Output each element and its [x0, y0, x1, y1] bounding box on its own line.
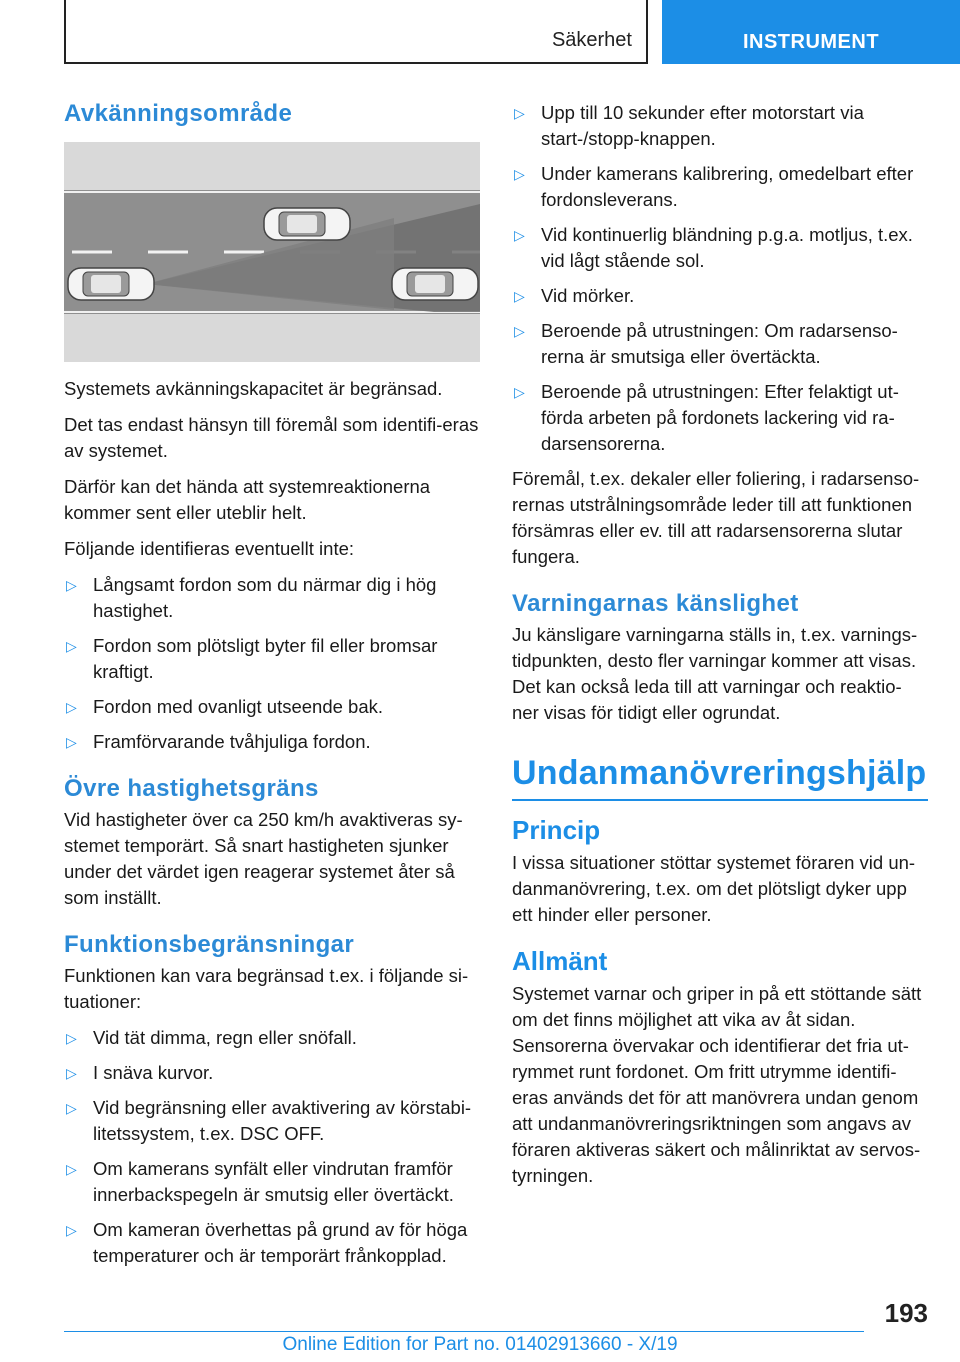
list-item: ▷ Fordon som plötsligt byter fil eller bromsar kraftigt.	[66, 635, 438, 682]
triangle-right-icon: ▷	[66, 1065, 77, 1081]
paragraph: Därför kan det hända att systemreaktionerna kommer sent eller uteblir helt.	[64, 476, 431, 523]
list-item: ▷ Vid mörker.	[512, 283, 928, 309]
paragraph: Funktionen kan vara begränsad t.ex. i följande si-tuationer:	[64, 965, 469, 1012]
triangle-right-icon: ▷	[66, 1222, 77, 1238]
triangle-right-icon: ▷	[514, 323, 525, 339]
list-item: ▷ Beroende på utrustningen: Efter felaktigt ut-förda arbeten på fordonets lackering vid ra-darsensorerna.	[514, 381, 899, 454]
chapter-tab	[662, 0, 960, 64]
list-item: ▷ Framförvarande tvåhjuliga fordon.	[64, 729, 480, 755]
heading-detection-area: Avkänningsområde	[64, 100, 293, 127]
list-item: ▷ Långsamt fordon som du närmar dig i hög hastighet.	[66, 574, 437, 621]
left-column	[64, 100, 480, 1278]
triangle-right-icon: ▷	[514, 105, 525, 121]
list-item: ▷ Vid tät dimma, regn eller snöfall.	[64, 1025, 480, 1051]
list-item: ▷ Upp till 10 sekunder efter motorstart via start-/stopp-knappen.	[514, 102, 864, 149]
list-item: ▷ Under kamerans kalibrering, omedelbart efter fordonsleverans.	[514, 163, 914, 210]
car-icon	[392, 268, 478, 300]
chapter-title: Undanmanövreringshjälp	[512, 754, 928, 801]
triangle-right-icon: ▷	[66, 734, 77, 750]
edition-link[interactable]: Online Edition for Part no. 01402913660 - X/19	[282, 1334, 678, 1355]
car-icon	[264, 208, 350, 240]
triangle-right-icon: ▷	[66, 699, 77, 715]
heading-upper-speed-limit: Övre hastighetsgräns	[64, 775, 319, 802]
right-column	[512, 100, 928, 1199]
detection-area-illustration	[64, 142, 480, 362]
paragraph: Det tas endast hänsyn till föremål som identifi-eras av systemet.	[64, 414, 479, 461]
page-header	[0, 0, 960, 66]
triangle-right-icon: ▷	[514, 166, 525, 182]
list-item: ▷ Beroende på utrustningen: Om radarsenso-rerna är smutsiga eller övertäckta.	[514, 320, 898, 367]
paragraph: Systemets avkänningskapacitet är begränsad.	[64, 378, 443, 399]
car-icon	[68, 268, 154, 300]
triangle-right-icon: ▷	[66, 638, 77, 654]
triangle-right-icon: ▷	[66, 577, 77, 593]
bullet-list	[512, 100, 928, 457]
section-label: Säkerhet	[551, 29, 632, 51]
paragraph: Föremål, t.ex. dekaler eller foliering, i radarsenso-rernas utstrålningsområde leder till att funktionen försämras eller ev. till att radarsensorerna slutar fungera.	[512, 468, 920, 567]
page-number: 193	[884, 1298, 928, 1328]
bullet-list	[64, 572, 480, 755]
heading-principle: Princip	[512, 815, 601, 845]
triangle-right-icon: ▷	[66, 1100, 77, 1116]
chapter-label: INSTRUMENT	[742, 31, 880, 53]
list-item: ▷ Om kamerans synfält eller vindrutan framför innerbackspegeln är smutsig eller övertäckt.	[66, 1158, 454, 1205]
heading-warning-sensitivity: Varningarnas känslighet	[512, 590, 799, 617]
paragraph: Vid hastigheter över ca 250 km/h avaktiveras sy-stemet temporärt. Så snart hastigheten sjunker under det värdet igen reagerar systemet åter så som inställt.	[64, 809, 463, 908]
list-item: ▷ Fordon med ovanligt utseende bak.	[64, 694, 480, 720]
triangle-right-icon: ▷	[66, 1030, 77, 1046]
bullet-list	[64, 1025, 480, 1269]
paragraph: Följande identifieras eventuellt inte:	[64, 538, 355, 559]
heading-general: Allmänt	[512, 946, 608, 976]
triangle-right-icon: ▷	[514, 227, 525, 243]
heading-function-limitations: Funktionsbegränsningar	[64, 931, 355, 958]
paragraph: Ju känsligare varningarna ställs in, t.ex. varnings-tidpunkten, desto fler varningar kommer att visas. Det kan också leda till att varningar och reaktio-ner visas för tidigt eller ogrundat.	[512, 624, 918, 723]
list-item: ▷ Vid begränsning eller avaktivering av körstabi-litetssystem, t.ex. DSC OFF.	[66, 1097, 472, 1144]
triangle-right-icon: ▷	[66, 1161, 77, 1177]
section-tab	[64, 0, 648, 64]
footer-divider	[64, 1331, 864, 1332]
list-item: ▷ Om kameran överhettas på grund av för höga temperaturer och är temporärt frånkopplad.	[66, 1219, 468, 1266]
paragraph: I vissa situationer stöttar systemet föraren vid un-danmanövrering, t.ex. om det plötsligt dyker upp ett hinder eller personer.	[512, 852, 916, 925]
triangle-right-icon: ▷	[514, 384, 525, 400]
list-item: ▷ I snäva kurvor.	[64, 1060, 480, 1086]
list-item: ▷ Vid kontinuerlig bländning p.g.a. motljus, t.ex. vid lågt stående sol.	[514, 224, 913, 271]
triangle-right-icon: ▷	[514, 288, 525, 304]
paragraph: Systemet varnar och griper in på ett stöttande sätt om det finns möjlighet att vika av åt sidan. Sensorerna övervakar och identifierar det fria ut-rymmet runt fordonet. Om fritt utrymme identifi-eras används det för att manövrera undan genom att undanmanövreringsriktningen som angavs av föraren aktiveras säkert och målinriktat av servos-tyrningen.	[512, 983, 922, 1186]
